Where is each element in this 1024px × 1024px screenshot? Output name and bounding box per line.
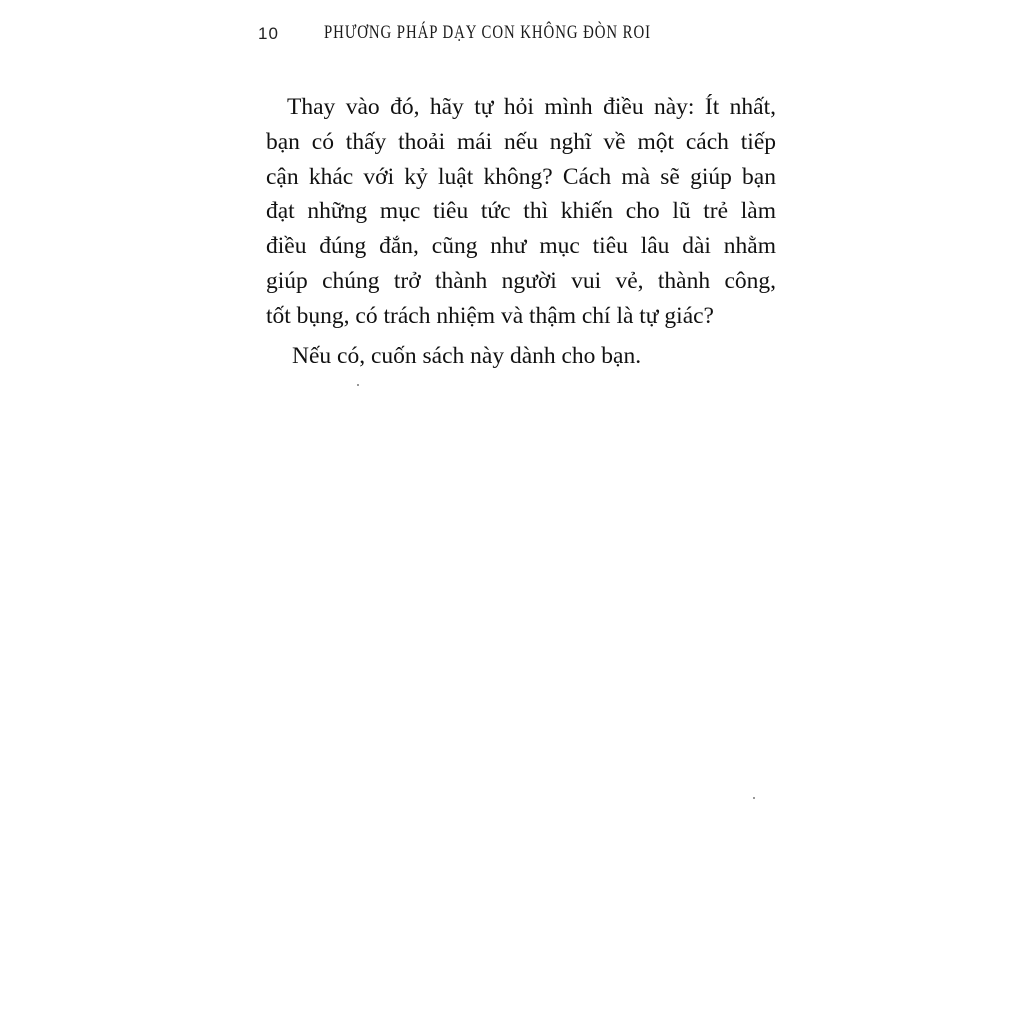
text-line: giúp chúng trở thành người vui vẻ, thành công,: [266, 267, 776, 294]
text-line: cận khác với kỷ luật không? Cách mà sẽ giúp bạn: [266, 163, 776, 190]
text-line: Thay vào đó, hãy tự hỏi mình điều này: Ít nhất,: [287, 94, 776, 120]
text-line: tốt bụng, có trách nhiệm và thậm chí là tự giác?: [266, 302, 714, 329]
text-line: đạt những mục tiêu tức thì khiến cho lũ trẻ làm: [266, 198, 776, 225]
page-header: [258, 22, 658, 48]
text-line: điều đúng đắn, cũng như mục tiêu lâu dài nhằm: [266, 233, 776, 260]
text-line: bạn có thấy thoải mái nếu nghĩ về một cách tiếp: [266, 128, 776, 155]
paragraph-1: [266, 90, 776, 334]
page-number: 10: [258, 24, 279, 43]
print-speck: [753, 797, 755, 799]
print-speck: [357, 384, 359, 386]
running-title: PHƯƠNG PHÁP DẠY CON KHÔNG ĐÒN ROI: [324, 22, 652, 43]
paragraph-2: Nếu có, cuốn sách này dành cho bạn.: [292, 343, 642, 369]
